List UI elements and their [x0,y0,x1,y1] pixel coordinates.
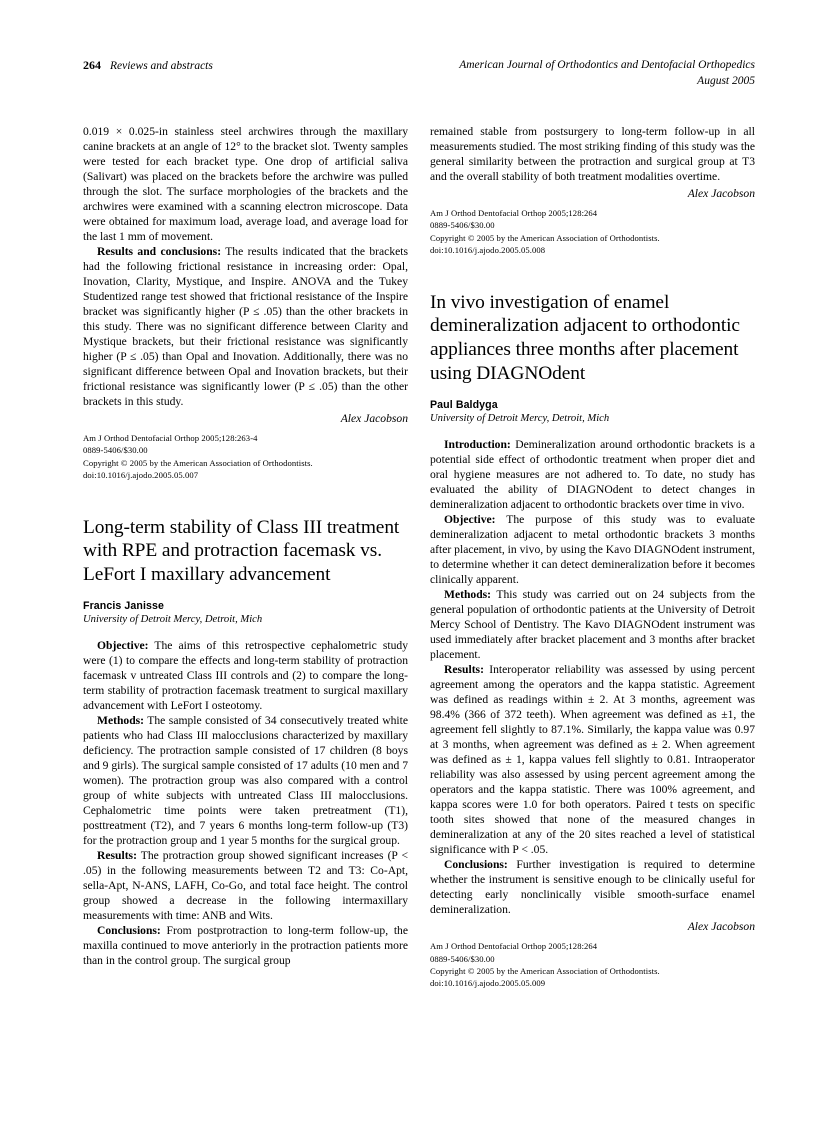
methods-label: Methods: [444,588,492,602]
reviewer-byline-right: Alex Jacobson [687,187,755,200]
results-and-conclusions-label: Results and conclusions: [97,245,222,258]
objective-paragraph-right [430,512,755,587]
citation-doi: doi:10.1016/j.ajodo.2005.05.008 [430,245,546,256]
running-head [83,58,755,89]
citation-issn: 0889-5406/$30.00 [430,220,495,231]
right-column [430,124,755,990]
reviewer-byline-right-2: Alex Jacobson [687,920,755,934]
citation-source: Am J Orthod Dentofacial Orthop 2005;128:264 [430,208,598,218]
methods-paragraph-right [430,587,755,662]
results-text: Interoperator reliability was assessed by using percent agreement among the operators and the kappa statistic. Agreement was defined as readings within ± 2. At 3 months, agreement was 98.4% (366 of 372 teeth). When agreement was defined as ±1, the agreement fell slightly to 87.1%. Similarly, the kappa value was 0.97 at 3 months, when agreement was defined as ± 2. When agreement was defined as ± 1, kappa values fell slightly to 0.81. Intraoperator reliability was also assessed by using percent agreement among the operators and the kappa statistic. There was 100% agreement, and kappa scores were 1.0 for both operators. Paired t tests on specific tooth sites showed that none of the measured changes in demineralization at any of the 20 sites reached a level of statistical significance with P < .05. [430,663,755,857]
citation-issn: 0889-5406/$30.00 [430,953,495,964]
running-head-right [459,58,755,89]
article-affiliation-right: University of Detroit Mercy, Detroit, Mich [430,413,610,425]
citation-doi: doi:10.1016/j.ajodo.2005.05.007 [83,470,199,481]
results-and-conclusions-paragraph [83,244,408,409]
results-and-conclusions-text: The results indicated that the brackets had the following frictional resistance in increasing order: Opal, Inovation, Clarity, Mystique, and Inspire. ANOVA and the Tukey Studentized range test showed that frictional resistance of the Inspire bracket was significantly higher (P ≤ .05) than the other brackets in this study. There was no significant difference between Clarity and Mystique brackets, but their frictional resistance was significantly higher (P ≤ .05) than Opal and Inovation. Additionally, there was no significant difference between Opal and Inovation brackets, but their frictional resistance was significantly lower (P ≤ .05) than the other brackets in this study. [83,245,409,408]
article-title-right: In vivo investigation of enamel demineralization adjacent to orthodontic appliances three months after placement using DIAGNOdent [430,291,740,385]
section-title: Reviews and abstracts [110,60,213,72]
results-label: Results: [97,849,137,863]
introduction-label: Introduction: [444,438,511,452]
methods-text: This study was carried out on 24 subjects from the general population of orthodontic patients at the University of Detroit Mercy School of Dentistry. The Kavo DIAGNOdent instrument was used immediately after bracket placement and 3 months after bracket placement. [430,588,755,662]
conclusions-text: Further investigation is required to determine whether the instrument is sensitive enough to be clinically useful for detecting early nonclinically visible smooth-surface enamel demineralization. [430,858,755,917]
issue-date: August 2005 [697,74,755,87]
citation-block-2 [430,207,755,257]
introduction-text: Demineralization around orthodontic brackets is a potential side effect of orthodontic treatment when proper diet and oral hygiene measures are not adhered to. To date, no study has evaluated the ability of DIAGNOdent to detect changes in demineralization adjacent to orthodontic brackets over time in vivo. [430,438,755,512]
conclusions-text: From postprotraction to long-term follow-up, the maxilla continued to move anteriorly in the protraction patients more than in the control group. The surgical group [83,924,408,968]
citation-source: Am J Orthod Dentofacial Orthop 2005;128:264 [430,941,598,952]
left-column [83,124,408,990]
running-head-left [83,58,213,73]
citation-issn: 0889-5406/$30.00 [83,445,148,456]
objective-text: The aims of this retrospective cephalometric study were (1) to compare the effects and long-term stability of protraction facemask v untreated Class III controls and (2) to compare the long-term stability of protraction facemask treatment to surgical maxillary advancement with LeFort I osteotomy. [83,639,408,713]
citation-block-3 [430,940,755,990]
two-column-body [83,124,755,990]
objective-label: Objective: [97,639,149,653]
methods-text: The sample consisted of 34 consecutively treated white patients who had Class III malocclusions characterized by maxillary deficiency. The protraction sample consisted of 17 children (8 boys and 9 girls). The surgical sample consisted of 17 adults (10 men and 7 women). The protraction group was also compared with a control group of white subjects with untreated Class III malocclusions. Cephalometric time points were taken pretreatment (T1), posttreatment (T2), and 7 years 6 months long-term follow-up (T3) for the protraction group and 1 year 5 months for the surgical group. [83,714,408,848]
citation-copyright: Copyright © 2005 by the American Association of Orthodontists. [430,232,660,243]
methods-paragraph [83,713,408,848]
reviewer-byline: Alex Jacobson [340,412,408,425]
citation-block-1 [83,432,408,482]
methods-label: Methods: [97,714,145,728]
article-affiliation-left: University of Detroit Mercy, Detroit, Mich [83,614,263,626]
continued-abstract-paragraph-right: remained stable from postsurgery to long-term follow-up in all measurements studied. The most striking finding of this study was the general similarity between the protraction and surgical group at T3 and the overall stability of both treatment modalities overtime. [430,125,755,183]
page-number: 264 [83,58,101,72]
objective-paragraph [83,638,408,713]
citation-copyright: Copyright © 2005 by the American Association of Orthodontists. [83,457,313,468]
conclusions-paragraph [83,923,408,968]
continued-abstract-paragraph: 0.019 × 0.025-in stainless steel archwires through the maxillary canine brackets at an angle of 12° to the bracket slot. Twenty samples were tested for each bracket type. One drop of artificial saliva (Salivart) was placed on the brackets before the archwire was pulled through the slot. The surface morphologies of the brackets and the archwires were examined with a scanning electron microscope. Data were obtained for maximum load, average load, and average load for the last 1 mm of movement. [83,125,408,243]
conclusions-label: Conclusions: [444,858,508,872]
conclusions-label: Conclusions: [97,924,161,938]
results-paragraph-right [430,662,755,857]
results-text: The protraction group showed significant increases (P < .05) in the following measurements between T2 and T3: Co-Apt, sella-Apt, N-ANS, LAFH, Co-Go, and total face height. The control group showed a decrease in the following intermaxillary measurements with time: ANB and Wits. [83,849,408,923]
abstract-right [430,437,755,917]
objective-text: The purpose of this study was to evaluate demineralization adjacent to metal orthodontic brackets 3 months after placement, in vivo, by using the Kavo DIAGNOdent instrument, to determine whether it can detect demineralization before it becomes clinically apparent. [430,513,755,587]
article-title-left: Long-term stability of Class III treatment with RPE and protraction facemask vs. LeFort I maxillary advancement [83,516,400,586]
citation-doi: doi:10.1016/j.ajodo.2005.05.009 [430,978,546,989]
introduction-paragraph [430,437,755,512]
citation-copyright: Copyright © 2005 by the American Association of Orthodontists. [430,966,660,977]
article-author-left: Francis Janisse [83,600,164,613]
results-paragraph [83,848,408,923]
abstract-left [83,638,408,968]
results-label: Results: [444,663,484,677]
objective-label: Objective: [444,513,496,527]
conclusions-paragraph-right [430,857,755,917]
citation-source: Am J Orthod Dentofacial Orthop 2005;128:263-4 [83,433,258,443]
article-author-right: Paul Baldyga [430,399,498,412]
journal-name: American Journal of Orthodontics and Dentofacial Orthopedics [459,59,755,71]
